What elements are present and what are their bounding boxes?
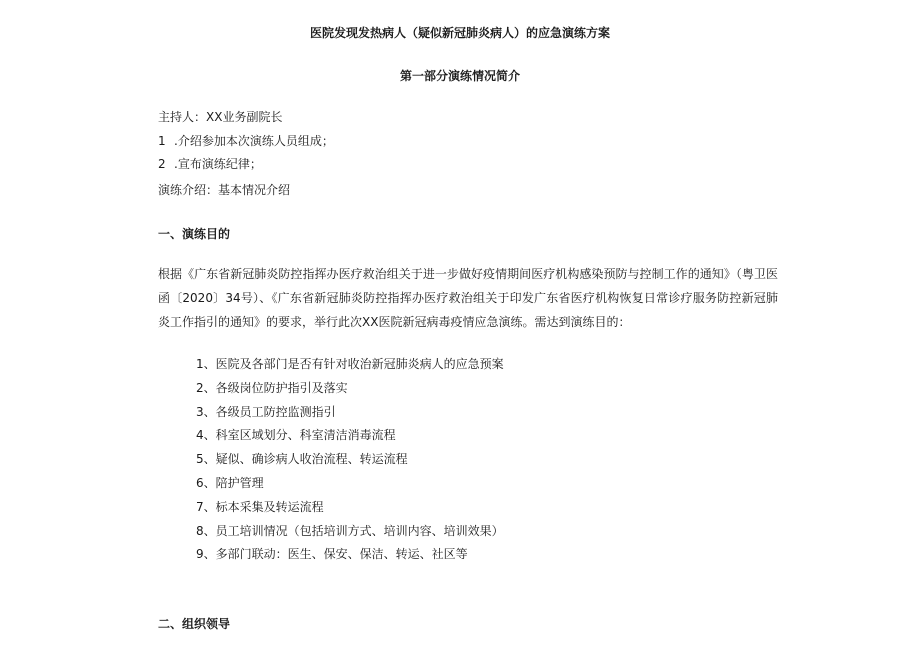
list-item: 4、科室区域划分、科室清洁消毒流程 <box>196 428 396 443</box>
list-item: 3、各级员工防控监测指引 <box>196 404 336 419</box>
purpose-list <box>196 354 504 568</box>
host-line: 主持人：XX业务副院长 <box>158 110 283 124</box>
overview-line: 演练介绍：基本情况介绍 <box>158 183 291 197</box>
intro-item-number: 1 <box>158 134 166 148</box>
intro-item-text: .介绍参加本次演练人员组成； <box>174 134 334 148</box>
part-title: 第一部分演练情况简介 <box>399 69 520 83</box>
section1-paragraph: 根据《广东省新冠肺炎防控指挥办医疗救治组关于进一步做好疫情期间医疗机构感染预防与控制工作的通知》（粤卫医函〔2020〕34号）、《广东省新冠肺炎防控指挥办医疗救治组关于印发广东省医疗机构恢复日常诊疗服务防控新冠肺炎工作指引的通知》的要求，举行此次XX医院新冠病毒疫情应急演练。需达到演练目的： <box>158 267 778 329</box>
intro-item-text: .宣布演练纪律； <box>174 157 262 171</box>
list-item: 5、疑似、确诊病人收治流程、转运流程 <box>196 452 408 467</box>
list-item: 8、员工培训情况（包括培训方式、培训内容、培训效果） <box>196 523 504 538</box>
document-title: 医院发现发热病人（疑似新冠肺炎病人）的应急演练方案 <box>309 26 610 40</box>
list-item: 7、标本采集及转运流程 <box>196 499 324 514</box>
list-item: 6、陪护管理 <box>196 475 264 490</box>
intro-item-number: 2 <box>158 157 166 171</box>
section2-heading: 二、组织领导 <box>158 617 231 631</box>
intro-item <box>158 155 262 172</box>
list-item: 1、医院及各部门是否有针对收治新冠肺炎病人的应急预案 <box>196 357 504 371</box>
intro-item <box>158 132 334 149</box>
list-item: 9、多部门联动：医生、保安、保洁、转运、社区等 <box>196 547 468 562</box>
list-item: 2、各级岗位防护指引及落实 <box>196 380 348 395</box>
section1-heading: 一、演练目的 <box>158 227 231 241</box>
